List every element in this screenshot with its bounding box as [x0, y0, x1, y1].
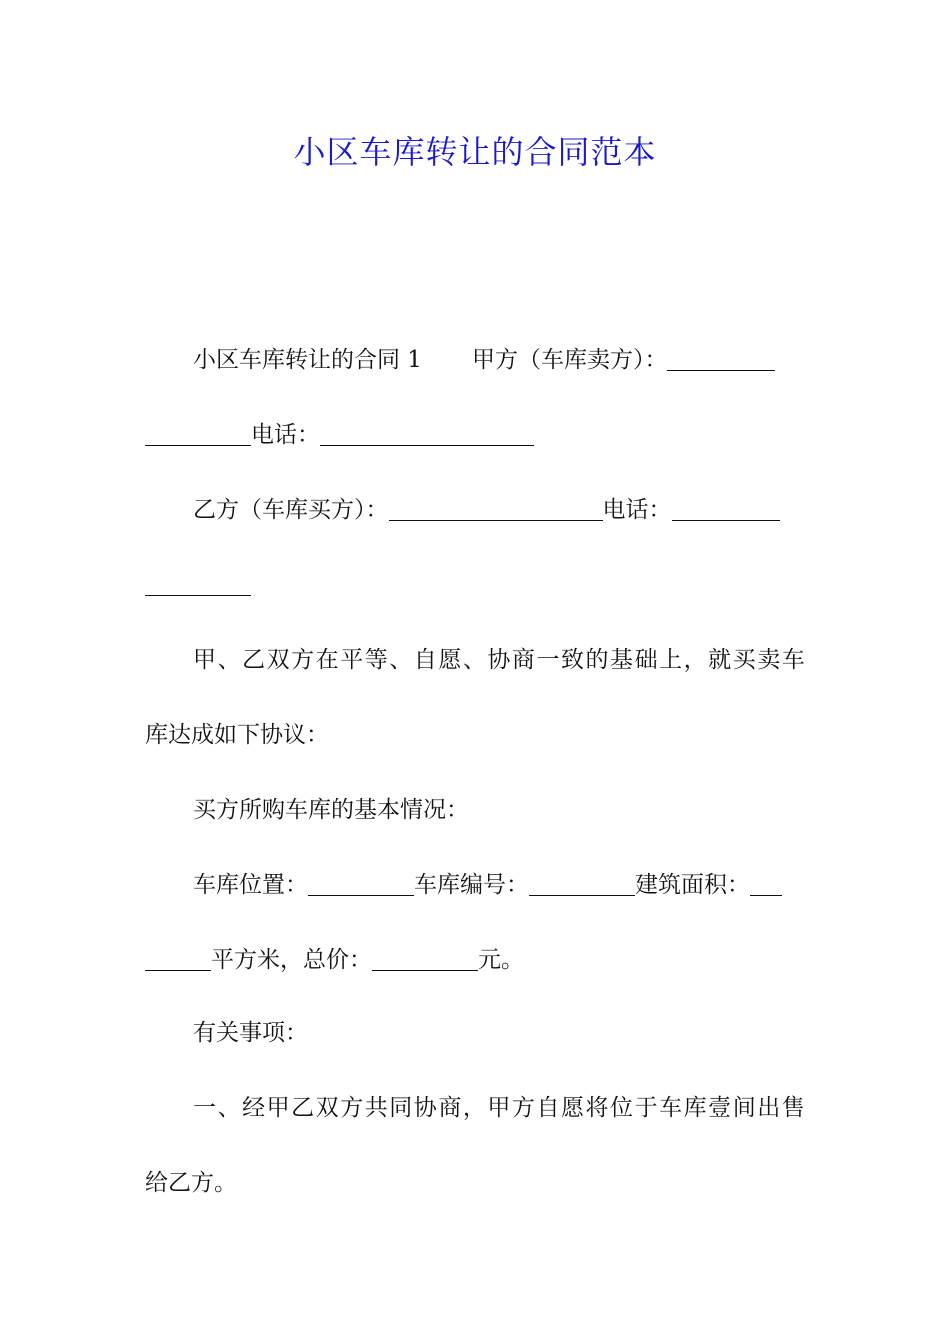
garage-location-blank	[308, 869, 414, 896]
document-title: 小区车库转让的合同范本	[293, 133, 657, 171]
agreement-intro-line	[193, 640, 805, 680]
garage-price-line	[145, 940, 805, 980]
agreement-intro-char: 买	[732, 647, 756, 673]
yuan-label: 元。	[478, 947, 524, 973]
item-1-char: 间	[732, 1095, 756, 1121]
agreement-intro-char: 的	[585, 647, 609, 673]
agreement-intro-char: 甲	[193, 647, 216, 673]
party-a-phone-blank	[320, 419, 534, 446]
garage-location-label: 车库位置：	[193, 872, 308, 898]
agreement-intro-char: 卖	[757, 647, 781, 673]
agreement-intro-char: 愿	[438, 647, 462, 673]
party-a-name-blank	[667, 344, 775, 371]
item-1-char: 、	[217, 1095, 241, 1121]
agreement-intro-char: 协	[487, 647, 511, 673]
item-1-char: 库	[683, 1095, 707, 1121]
item-1-char: 愿	[560, 1095, 584, 1121]
party-b-label: 乙方（车库买方）：	[193, 497, 389, 523]
item-1-char: 共	[364, 1095, 388, 1121]
agreement-intro-char: 等	[364, 647, 388, 673]
building-area-label: 建筑面积：	[635, 872, 750, 898]
item-1-char: 自	[536, 1095, 560, 1121]
party-b-phone-line	[145, 565, 805, 605]
agreement-intro-char: 双	[266, 647, 290, 673]
item-1-line	[193, 1088, 805, 1128]
agreement-intro-char: 一	[536, 647, 560, 673]
item-1-char: 方	[511, 1095, 535, 1121]
basic-info-heading: 买方所购车库的基本情况：	[193, 797, 469, 823]
item-1-char: 乙	[291, 1095, 315, 1121]
agreement-intro-char: 在	[315, 647, 339, 673]
party-a-phone-label: 电话：	[251, 422, 320, 448]
contract-heading-text: 小区车库转让的合同 1	[193, 347, 422, 373]
party-b-name-blank	[389, 494, 603, 521]
agreement-intro-char: 自	[413, 647, 437, 673]
agreement-intro-char: 、	[389, 647, 413, 673]
agreement-intro-char: 基	[610, 647, 634, 673]
item-1-char: 甲	[266, 1095, 290, 1121]
item-1-char: 双	[315, 1095, 339, 1121]
item-1-char: 车	[659, 1095, 683, 1121]
item-1-char: 于	[634, 1095, 658, 1121]
agreement-intro-char: 平	[340, 647, 364, 673]
item-1-char: ，	[462, 1095, 486, 1121]
item-1-char: 一	[193, 1095, 216, 1121]
garage-fields-line	[193, 865, 805, 905]
agreement-intro-char: 、	[462, 647, 486, 673]
party-a-line	[193, 340, 805, 380]
item-1-char: 售	[781, 1095, 805, 1121]
agreement-intro-char: 致	[560, 647, 584, 673]
party-a-label: 甲方（车库卖方）：	[471, 347, 668, 373]
item-1-char: 甲	[487, 1095, 511, 1121]
item-1-char: 出	[757, 1095, 781, 1121]
garage-number-label: 车库编号：	[414, 872, 529, 898]
total-price-blank	[372, 944, 478, 971]
party-b-phone-blank-cont	[145, 569, 251, 596]
agreement-intro-line-2: 库达成如下协议：	[145, 722, 329, 748]
agreement-intro-char: 础	[634, 647, 658, 673]
related-items-heading: 有关事项：	[193, 1020, 308, 1046]
party-a-name-blank-cont	[145, 419, 251, 446]
agreement-intro-char: 车	[781, 647, 805, 673]
item-1-line-2: 给乙方。	[145, 1170, 237, 1196]
item-1-char: 方	[340, 1095, 364, 1121]
area-price-label: 平方米，总价：	[211, 947, 372, 973]
agreement-intro-char: 商	[511, 647, 535, 673]
item-1-char: 同	[389, 1095, 413, 1121]
item-1-char: 壹	[708, 1095, 732, 1121]
agreement-intro-char: ，	[683, 647, 707, 673]
item-1-char: 将	[585, 1095, 609, 1121]
agreement-intro-char: 方	[291, 647, 315, 673]
garage-number-blank	[529, 869, 635, 896]
agreement-intro-char: 上	[659, 647, 683, 673]
item-1-char: 经	[242, 1095, 266, 1121]
party-b-phone-blank	[672, 494, 780, 521]
building-area-blank-cont	[145, 944, 211, 971]
party-b-phone-label: 电话：	[602, 497, 672, 523]
building-area-blank	[750, 869, 782, 896]
item-1-char: 位	[610, 1095, 634, 1121]
party-a-phone-line	[145, 415, 805, 455]
agreement-intro-char: 、	[217, 647, 241, 673]
item-1-char: 协	[413, 1095, 437, 1121]
item-1-char: 商	[438, 1095, 462, 1121]
agreement-intro-char: 就	[708, 647, 732, 673]
party-b-line	[193, 490, 805, 530]
agreement-intro-char: 乙	[242, 647, 266, 673]
